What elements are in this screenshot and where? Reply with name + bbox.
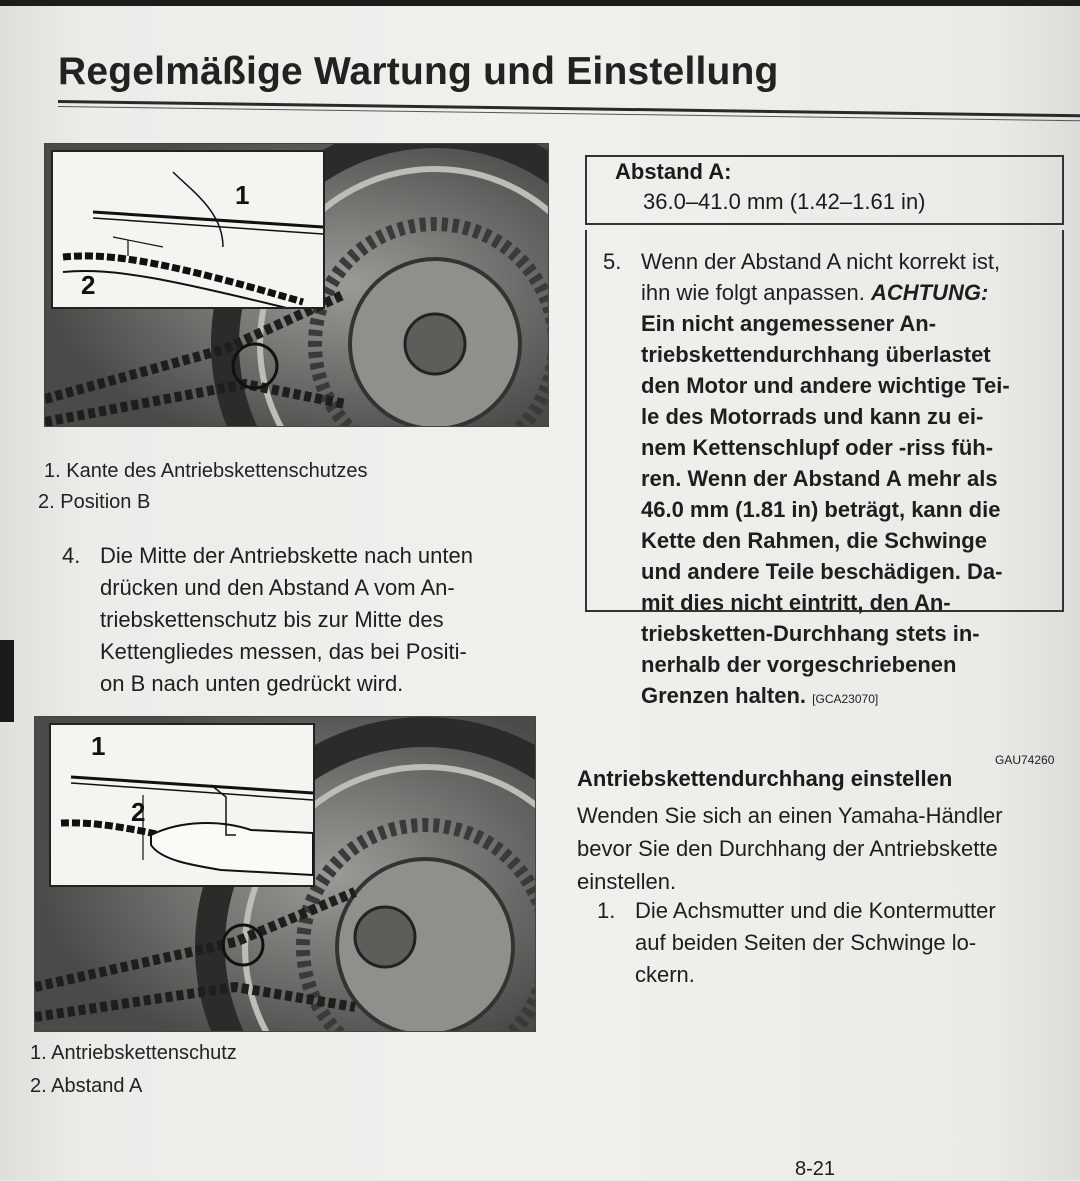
- step-1-line: ckern.: [635, 962, 695, 987]
- step-4-line: Die Mitte der Antriebskette nach unten: [100, 543, 473, 568]
- step-4-line: on B nach unten gedrückt wird.: [100, 671, 404, 696]
- achtung-label: ACHTUNG:: [870, 280, 989, 305]
- caution-line: 46.0 mm (1.81 in) beträgt, kann die: [641, 497, 1001, 522]
- figure1-caption-2: 2. Position B: [38, 491, 151, 513]
- caution-line: triebskettendurchhang überlastet: [641, 342, 991, 367]
- step-5-line: ihn wie folgt anpassen.: [641, 280, 865, 305]
- caution-line: Grenzen halten.: [641, 683, 807, 708]
- caution-line: le des Motorrads und kann zu ei-: [641, 404, 984, 429]
- figure1-caption-1: 1. Kante des Antriebskettenschutzes: [44, 460, 368, 482]
- caution-line: triebsketten-Durchhang stets in-: [641, 621, 980, 646]
- figure2-caption-1: 1. Antriebskettenschutz: [30, 1042, 237, 1064]
- section-intro-line: bevor Sie den Durchhang der Antriebskette: [577, 836, 998, 861]
- caution-line: den Motor und andere wichtige Tei-: [641, 373, 1010, 398]
- section-intro-line: Wenden Sie sich an einen Yamaha-Händler: [577, 803, 1003, 828]
- callout-1: 1: [91, 731, 106, 761]
- step-5-number: 5.: [603, 249, 622, 274]
- step-4: [62, 540, 550, 700]
- figure-chain-position-b: [44, 143, 549, 427]
- caution-line: nerhalb der vorgeschriebenen: [641, 652, 957, 677]
- figure2-caption-2: 2. Abstand A: [30, 1075, 143, 1097]
- page-title: Regelmäßige Wartung und Einstellung: [58, 50, 779, 93]
- caution-line: und andere Teile beschädigen. Da-: [641, 559, 1003, 584]
- caution-line: ren. Wenn der Abstand A mehr als: [641, 466, 998, 491]
- figure-chain-distance-a: [34, 716, 536, 1032]
- step-4-line: triebskettenschutz bis zur Mitte des: [100, 607, 444, 632]
- caution-line: Kette den Rahmen, die Schwinge: [641, 528, 987, 553]
- callout-2: 2: [131, 797, 146, 827]
- page-number: 8-21: [795, 1158, 836, 1180]
- detail-inset-2: [49, 723, 315, 887]
- step-4-line: drücken und den Abstand A vom An-: [100, 575, 455, 600]
- step-1-line: auf beiden Seiten der Schwinge lo-: [635, 930, 977, 955]
- step-1: [597, 895, 1065, 991]
- caution-line: nem Kettenschlupf oder -riss füh-: [641, 435, 994, 460]
- caution-code: [GCA23070]: [812, 692, 879, 706]
- top-edge: [0, 0, 1080, 6]
- callout-1: 1: [235, 180, 250, 210]
- section-code: GAU74260: [995, 753, 1055, 767]
- section-intro-line: einstellen.: [577, 869, 677, 894]
- step-5-line: Wenn der Abstand A nicht korrekt ist,: [641, 249, 1001, 274]
- detail-inset: [51, 150, 325, 309]
- spec-label: Abstand A:: [615, 159, 732, 184]
- section-tab-marker: [0, 640, 14, 722]
- spec-box-distance-a: [585, 155, 1064, 225]
- spec-value: 36.0–41.0 mm (1.42–1.61 in): [643, 189, 926, 214]
- callout-2: 2: [81, 270, 96, 300]
- step-4-number: 4.: [62, 543, 81, 568]
- caution-line: mit dies nicht eintritt, den An-: [641, 590, 951, 615]
- section-intro: [577, 799, 1067, 898]
- section-heading: Antriebskettendurchhang einstellen: [577, 766, 953, 791]
- step-5: [603, 246, 1071, 715]
- step-4-line: Kettengliedes messen, das bei Positi-: [100, 639, 467, 664]
- step-1-line: Die Achsmutter und die Kontermutter: [635, 898, 996, 923]
- caution-line: Ein nicht angemessener An-: [641, 311, 937, 336]
- step-1-number: 1.: [597, 898, 616, 923]
